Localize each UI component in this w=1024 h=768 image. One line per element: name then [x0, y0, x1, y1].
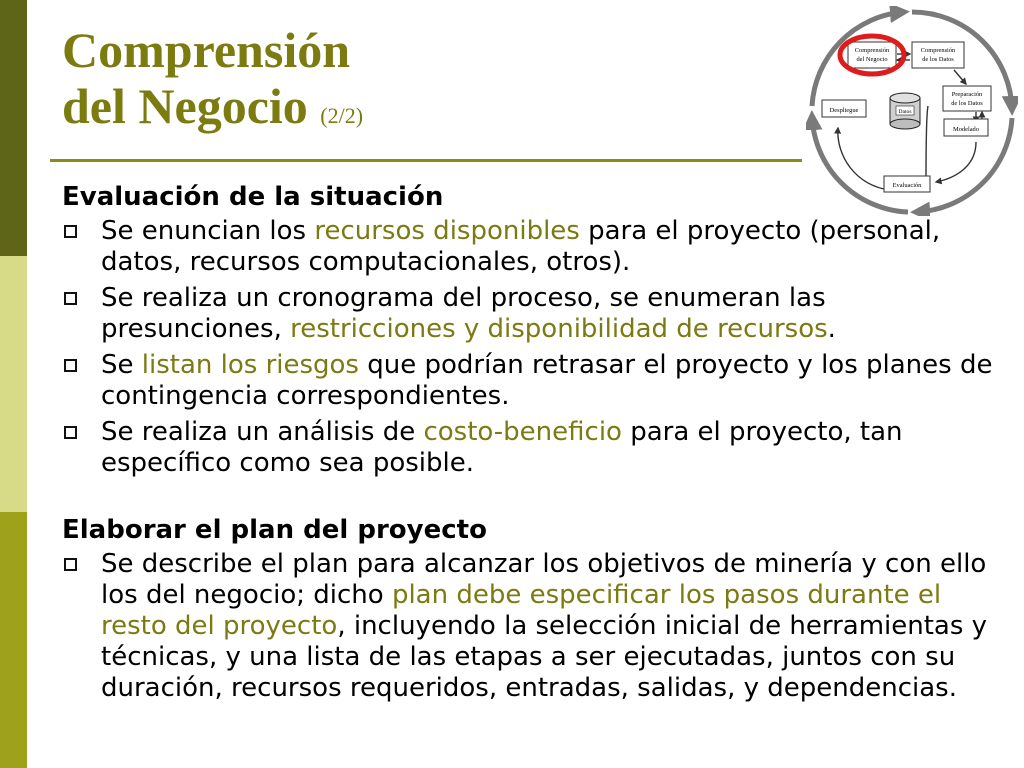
square-bullet-icon	[64, 292, 77, 305]
bullet-text: Se realiza un análisis de	[101, 417, 424, 447]
bullet-highlight: plan debe especificar los pasos durante el resto del proyecto	[101, 580, 942, 641]
slide-title	[62, 22, 363, 144]
box-modeling	[944, 119, 988, 136]
bullet-item	[62, 283, 1012, 345]
box-business-understanding	[848, 42, 896, 68]
bullet-text: .	[827, 314, 836, 344]
square-bullet-icon	[64, 426, 77, 439]
box-deployment	[822, 100, 866, 117]
svg-text:Despliegue: Despliegue	[829, 107, 859, 114]
database-icon	[890, 93, 920, 129]
bullet-item	[62, 549, 1012, 704]
svg-text:Datos: Datos	[898, 109, 912, 115]
box-data-understanding	[912, 42, 964, 68]
bullet-list-situation	[62, 216, 1012, 479]
square-bullet-icon	[64, 558, 77, 571]
bullet-item	[62, 417, 1012, 479]
slide-body	[62, 182, 1012, 709]
bullet-text: , incluyendo la selección inicial de herramientas y técnicas, y una lista de las etapas a ser ejecutadas, juntos con su duración, recursos requeridos, entradas, salidas, y dependencias.	[101, 611, 988, 703]
bullet-item	[62, 350, 1012, 412]
svg-text:del Negocio: del Negocio	[856, 56, 888, 63]
svg-text:Preparación: Preparación	[951, 91, 983, 98]
square-bullet-icon	[64, 225, 77, 238]
title-underline	[50, 159, 802, 162]
bullet-text: para el proyecto (personal, datos, recursos computacionales, otros).	[101, 216, 941, 277]
box-data-preparation	[943, 86, 991, 111]
bullet-highlight: restricciones y disponibilidad de recursos	[290, 314, 828, 344]
bullet-highlight: costo-beneficio	[423, 417, 622, 447]
bullet-text: Se realiza un cronograma del proceso, se enumeran las presunciones,	[101, 283, 826, 344]
svg-text:de los Datos: de los Datos	[951, 100, 983, 107]
bullet-highlight: recursos disponibles	[314, 216, 580, 246]
title-line-2-text: del Negocio	[62, 78, 308, 134]
sidebar-band-middle	[0, 256, 27, 512]
title-line-1: Comprensión	[62, 22, 351, 78]
title-line-2	[62, 78, 363, 144]
svg-text:Modelado: Modelado	[953, 126, 979, 133]
square-bullet-icon	[64, 359, 77, 372]
sidebar-band-top	[0, 0, 27, 256]
bullet-text: Se describe el plan para alcanzar los objetivos de minería y con ello los del negocio; dicho	[101, 549, 987, 610]
bullet-highlight: listan los riesgos	[141, 350, 359, 380]
bullet-text: para el proyecto, tan específico como sea posible.	[101, 417, 903, 478]
svg-text:de los Datos: de los Datos	[922, 56, 954, 63]
bullet-text: Se	[101, 350, 142, 380]
bullet-text: Se enuncian los	[101, 216, 315, 246]
bullet-item	[62, 216, 1012, 278]
sidebar-band-bottom	[0, 512, 27, 768]
title-page-indicator: (2/2)	[320, 103, 364, 128]
bullet-list-plan	[62, 549, 1012, 704]
svg-text:Comprensión: Comprensión	[920, 47, 956, 54]
svg-text:Comprensión: Comprensión	[854, 47, 890, 54]
bullet-text: que podrían retrasar el proyecto y los planes de contingencia correspondientes.	[101, 350, 993, 411]
section-heading-plan: Elaborar el plan del proyecto	[62, 515, 487, 545]
svg-text:Evaluación: Evaluación	[892, 182, 922, 189]
section-heading-situation: Evaluación de la situación	[62, 182, 444, 212]
